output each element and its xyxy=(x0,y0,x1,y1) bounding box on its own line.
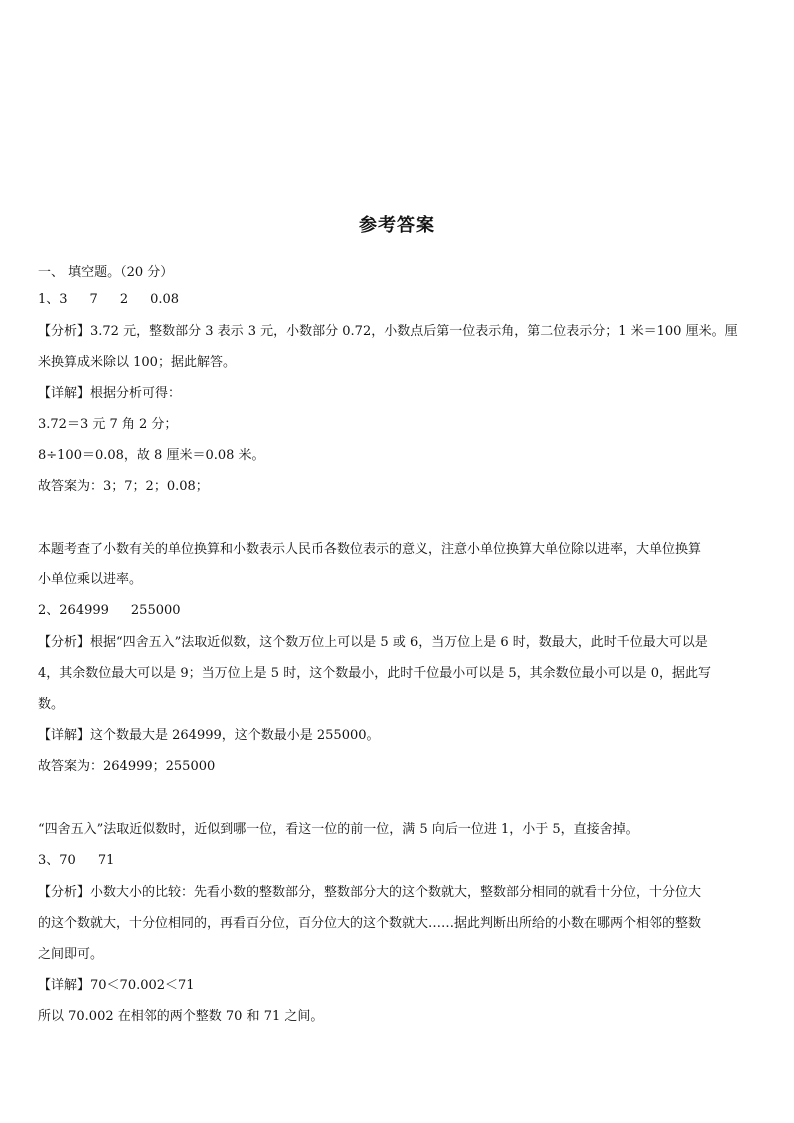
q1-number: 1、3 xyxy=(38,292,68,307)
q2-analysis-line-1: 【分析】根据“四舍五入”法取近似数，这个数万位上可以是 5 或 6，当万位上是 6 时，数最大，此时千位最大可以是 xyxy=(38,635,708,650)
q1-detail-heading: 【详解】根据分析可得： xyxy=(38,386,182,401)
q1-note-line-1: 本题考查了小数有关的单位换算和小数表示人民币各数位表示的意义，注意小单位换算大单位除以进率，大单位换算 xyxy=(38,542,702,557)
q2-analysis-line-2: 4，其余数位最大可以是 9；当万位上是 5 时，这个数最小，此时千位最小可以是 5，其余数位最小可以是 0，据此写 xyxy=(38,666,712,681)
q3-answer-2: 71 xyxy=(97,853,115,868)
q2-answers xyxy=(38,602,760,620)
q2-note: “四舍五入”法取近似数时，近似到哪一位，看这一位的前一位，满 5 向后一位进 1，小于 5，直接舍掉。 xyxy=(38,822,639,837)
q1-note-line-2: 小单位乘以进率。 xyxy=(38,572,143,587)
q3-analysis-line-2: 的这个数就大，十分位相同的，再看百分位，百分位大的这个数就大……据此判断出所给的小数在哪两个相邻的整数 xyxy=(38,916,702,931)
q1-answer-3: 2 xyxy=(119,292,129,307)
q3-detail: 【详解】70＜70.002＜71 xyxy=(38,978,195,993)
section-heading: 一、 填空题。（20 分） xyxy=(38,265,174,280)
q3-analysis-line-1: 【分析】小数大小的比较：先看小数的整数部分，整数部分大的这个数就大，整数部分相同的就看十分位，十分位大 xyxy=(38,885,702,900)
q2-final-answer: 故答案为：264999；255000 xyxy=(38,759,216,774)
q1-analysis-line-1: 【分析】3.72 元，整数部分 3 表示 3 元，小数部分 0.72，小数点后第一位表示角，第二位表示分；1 米＝100 厘米。厘 xyxy=(38,324,738,339)
q1-answer-4: 0.08 xyxy=(150,292,180,307)
q3-conclusion: 所以 70.002 在相邻的两个整数 70 和 71 之间。 xyxy=(38,1009,324,1024)
q2-analysis-line-3: 数。 xyxy=(38,697,65,712)
q2-answer-2: 255000 xyxy=(130,603,181,618)
q2-number: 2、264999 xyxy=(38,603,109,618)
q1-final-answer: 故答案为：3；7；2；0.08； xyxy=(38,479,209,494)
q3-answers xyxy=(38,852,760,870)
q3-number: 3、70 xyxy=(38,853,76,868)
q1-analysis-line-2: 米换算成米除以 100；据此解答。 xyxy=(38,355,236,370)
q1-detail-line-2: 8÷100＝0.08，故 8 厘米＝0.08 米。 xyxy=(38,448,265,463)
q2-detail: 【详解】这个数最大是 264999，这个数最小是 255000。 xyxy=(38,728,380,743)
q3-analysis-line-3: 之间即可。 xyxy=(38,947,104,962)
q1-answers xyxy=(38,291,760,309)
page-title: 参考答案 xyxy=(359,215,435,236)
q1-answer-2: 7 xyxy=(89,292,98,307)
q1-detail-line-1: 3.72＝3 元 7 角 2 分； xyxy=(38,417,178,432)
